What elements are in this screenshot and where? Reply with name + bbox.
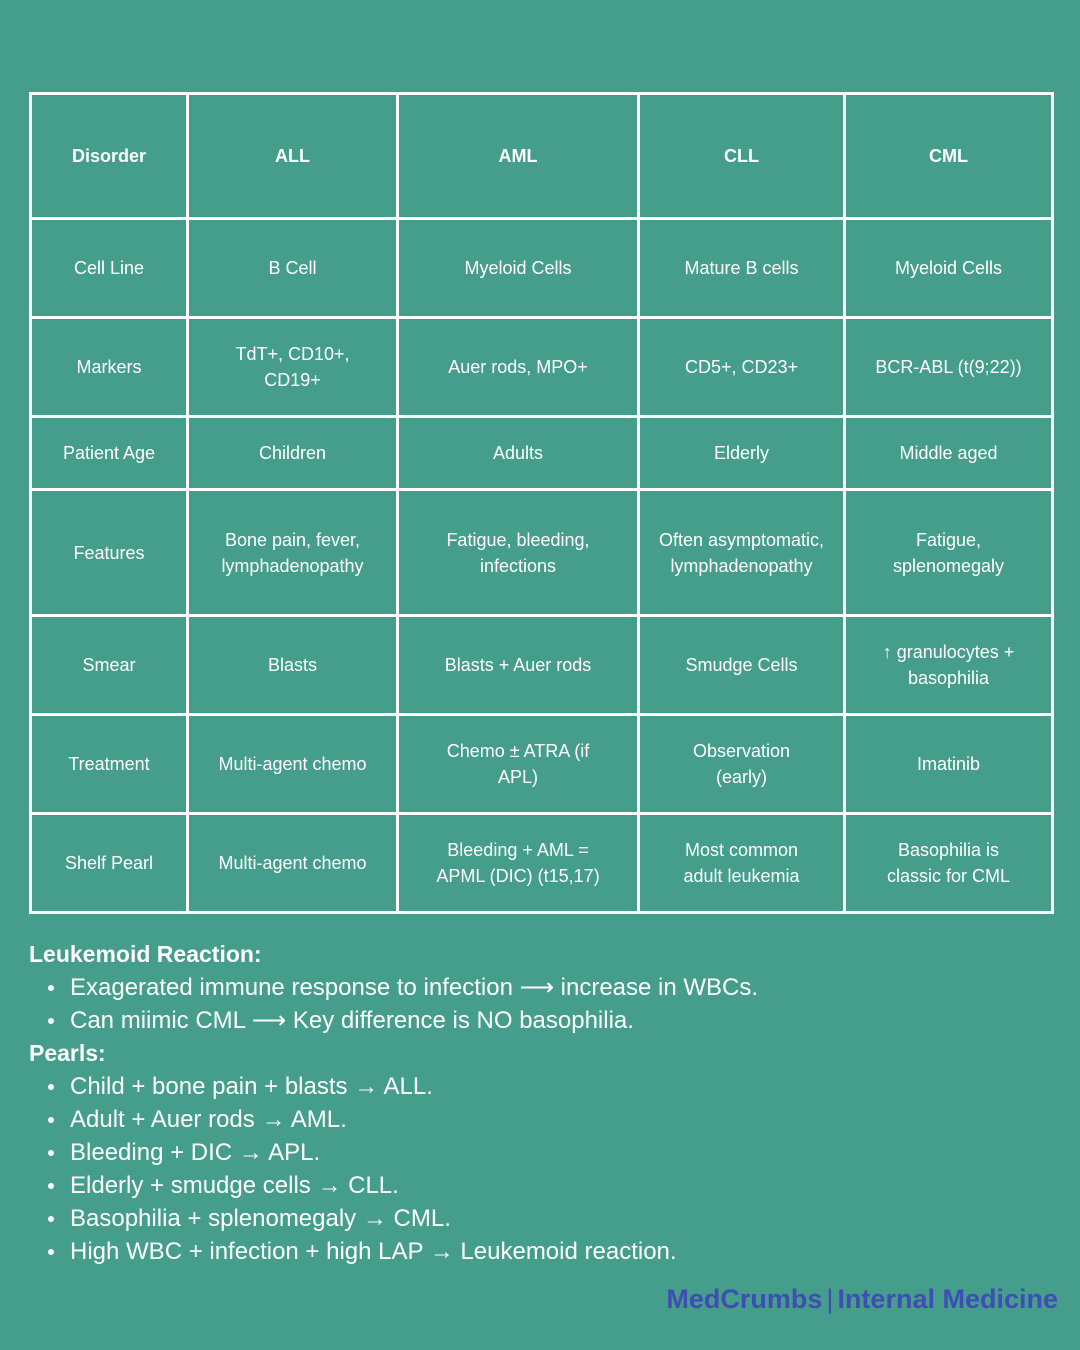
row-label: Treatment (31, 715, 188, 814)
table-cell: Multi-agent chemo (188, 715, 398, 814)
table-row-markers (31, 318, 1053, 417)
table-cell: Middle aged (845, 417, 1053, 490)
list-item: Adult + Auer rods → AML. (70, 1103, 1049, 1136)
table-cell: Fatigue, bleeding, infections (398, 490, 639, 616)
table-cell: Blasts + Auer rods (398, 616, 639, 715)
header-aml: AML (398, 94, 639, 219)
table-cell: Bone pain, fever, lymphadenopathy (188, 490, 398, 616)
leukemia-comparison-table (29, 92, 1054, 914)
leukemoid-title: Leukemoid Reaction: (29, 941, 262, 967)
table-cell: Most common adult leukemia (639, 814, 845, 913)
header-cml: CML (845, 94, 1053, 219)
table-cell: B Cell (188, 219, 398, 318)
brand-separator: | (826, 1284, 834, 1314)
table-cell: Multi-agent chemo (188, 814, 398, 913)
brand-subtitle: Internal Medicine (837, 1284, 1058, 1314)
table-cell: Children (188, 417, 398, 490)
table-header-row (31, 94, 1053, 219)
table-cell: Bleeding + AML = APML (DIC) (t15,17) (398, 814, 639, 913)
leukemia-comparison-table-wrap (29, 92, 1051, 914)
list-item: Can miimic CML ⟶ Key difference is NO basophilia. (70, 1004, 1049, 1037)
table-cell: Often asymptomatic, lymphadenopathy (639, 490, 845, 616)
table-cell: Smudge Cells (639, 616, 845, 715)
row-label: Cell Line (31, 219, 188, 318)
table-cell: Auer rods, MPO+ (398, 318, 639, 417)
table-cell: Myeloid Cells (845, 219, 1053, 318)
row-label: Markers (31, 318, 188, 417)
list-item: High WBC + infection + high LAP → Leukemoid reaction. (70, 1235, 1049, 1268)
row-label: Patient Age (31, 417, 188, 490)
table-cell: BCR-ABL (t(9;22)) (845, 318, 1053, 417)
header-cll: CLL (639, 94, 845, 219)
table-row-smear (31, 616, 1053, 715)
pearls-list (29, 1070, 1049, 1268)
list-item: Child + bone pain + blasts → ALL. (70, 1070, 1049, 1103)
list-item: Bleeding + DIC → APL. (70, 1136, 1049, 1169)
table-cell: Fatigue, splenomegaly (845, 490, 1053, 616)
table-cell: Chemo ± ATRA (if APL) (398, 715, 639, 814)
table-cell: CD5+, CD23+ (639, 318, 845, 417)
table-row-treatment (31, 715, 1053, 814)
row-label: Smear (31, 616, 188, 715)
table-cell: Adults (398, 417, 639, 490)
list-item: Elderly + smudge cells → CLL. (70, 1169, 1049, 1202)
pearls-title: Pearls: (29, 1040, 106, 1066)
row-label: Features (31, 490, 188, 616)
table-cell: TdT+, CD10+, CD19+ (188, 318, 398, 417)
header-disorder: Disorder (31, 94, 188, 219)
table-cell: Basophilia is classic for CML (845, 814, 1053, 913)
table-cell: Mature B cells (639, 219, 845, 318)
notes-section (29, 938, 1049, 1268)
table-cell: Imatinib (845, 715, 1053, 814)
table-cell: Observation (early) (639, 715, 845, 814)
table-cell: Myeloid Cells (398, 219, 639, 318)
table-cell: ↑ granulocytes + basophilia (845, 616, 1053, 715)
brand-name: MedCrumbs (666, 1284, 823, 1314)
table-cell: Elderly (639, 417, 845, 490)
leukemoid-list (29, 971, 1049, 1037)
list-item: Basophilia + splenomegaly → CML. (70, 1202, 1049, 1235)
table-row-cell-line (31, 219, 1053, 318)
list-item: Exagerated immune response to infection ⟶ increase in WBCs. (70, 971, 1049, 1004)
row-label: Shelf Pearl (31, 814, 188, 913)
table-row-shelf-pearl (31, 814, 1053, 913)
brand-footer (666, 1282, 1058, 1316)
table-cell: Blasts (188, 616, 398, 715)
table-row-features (31, 490, 1053, 616)
table-row-patient-age (31, 417, 1053, 490)
header-all: ALL (188, 94, 398, 219)
